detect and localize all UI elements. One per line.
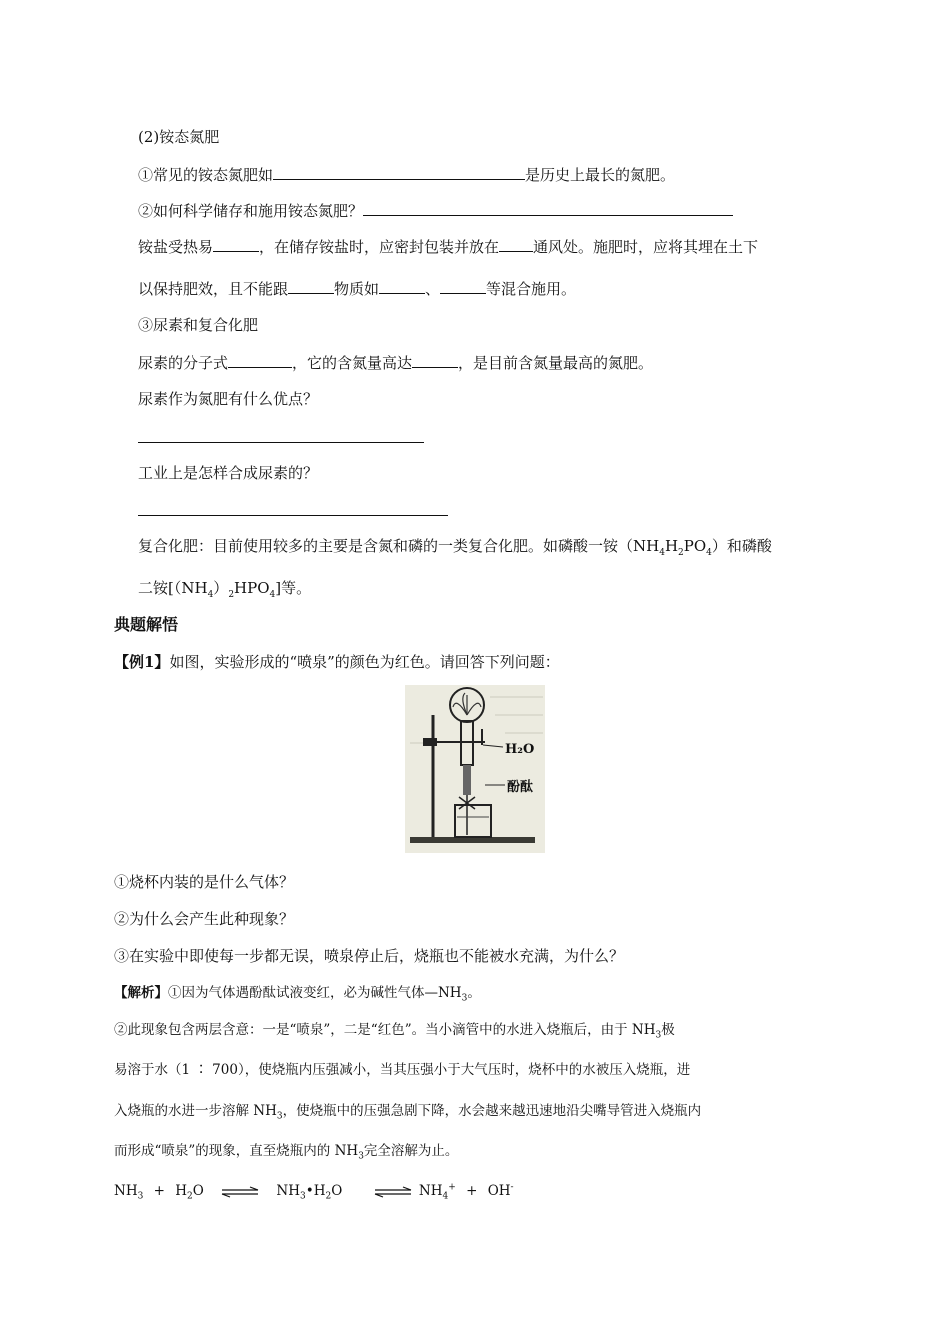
subscript: 3 [358, 1151, 364, 1162]
answer-line[interactable] [138, 427, 424, 448]
subscript: 4 [659, 548, 665, 558]
subscript: 3 [276, 1111, 283, 1122]
analysis-line-4 [114, 1101, 701, 1121]
example-question-3: ③在实验中即使每一步都无误，喷泉停止后，烧瓶也不能被水充满，为什么？ [114, 947, 625, 965]
example-question-2: ②为什么会产生此种现象？ [114, 910, 295, 928]
answer-blank[interactable] [273, 164, 525, 180]
text: 入烧瓶的水进一步溶解 NH [114, 1103, 277, 1119]
subsection-heading: ③尿素和复合化肥 [138, 316, 259, 334]
text: ，是目前含氮量最高的氮肥。 [458, 354, 654, 372]
subscript: 2 [187, 1191, 193, 1202]
question-2 [138, 200, 733, 221]
superscript: - [510, 1182, 514, 1193]
text: ）和磷酸 [711, 537, 772, 555]
text: 、 [425, 280, 441, 298]
answer-blank[interactable] [379, 278, 425, 294]
text: 物质如 [334, 280, 380, 298]
example-question-1: ①烧杯内装的是什么气体？ [114, 873, 295, 891]
answer-blank[interactable] [499, 236, 533, 252]
subscript: 4 [269, 590, 276, 600]
answer-line[interactable] [138, 500, 448, 521]
subscript: 2 [678, 548, 684, 558]
text: 完全溶解为止。 [363, 1143, 459, 1159]
text: H [175, 1183, 188, 1199]
equilibrium-arrow [220, 1186, 260, 1198]
q2-text: ②如何科学储存和施用铵态氮肥？ [138, 202, 364, 220]
text: O [331, 1183, 343, 1199]
text: 。 [467, 985, 481, 1001]
urea-line [138, 352, 653, 373]
text: ） [213, 579, 229, 597]
text: NH [276, 1183, 301, 1199]
answer-blank[interactable] [213, 236, 259, 252]
text: OH [487, 1183, 511, 1199]
equilibrium-equation [114, 1181, 514, 1201]
text: HPO [234, 579, 270, 597]
section-heading: (2)铵态氮肥 [138, 128, 220, 146]
text: ①因为气体遇酚酞试液变红，必为碱性气体—NH [168, 985, 462, 1001]
analysis-line-2 [114, 1020, 675, 1040]
text: 极 [661, 1022, 675, 1038]
plus-sign: + [153, 1183, 165, 1199]
analysis-line-3: 易溶于水（1 ∶ 700），使烧瓶内压强减小，当其压强小于大气压时，烧杯中的水被压入烧瓶，进 [114, 1062, 691, 1078]
text: 等混合施用。 [486, 280, 577, 298]
compound-fertilizer-line [138, 536, 772, 556]
text: 二铵[（NH [138, 579, 208, 597]
text: ，在储存铵盐时，应密封包装并放在 [259, 238, 500, 256]
superscript: + [448, 1182, 456, 1193]
analysis-line-1 [114, 983, 481, 1003]
subscript: 4 [207, 590, 214, 600]
text: NH [418, 1183, 443, 1199]
example-tag: 【例1】 [114, 653, 170, 671]
subscript: 3 [655, 1030, 662, 1041]
text: PO [683, 537, 707, 555]
subscript: 4 [706, 548, 712, 558]
text: NH [114, 1183, 138, 1199]
equilibrium-arrow [373, 1186, 413, 1198]
text: 尿素的分子式 [138, 354, 229, 372]
example-1 [114, 652, 560, 672]
analysis-tag: 【解析】 [114, 985, 168, 1001]
text: 复合化肥：目前使用较多的主要是含氮和磷的一类复合化肥。如磷酸一铵（NH [138, 537, 660, 555]
answer-blank[interactable] [288, 278, 334, 294]
answer-blank[interactable] [228, 352, 292, 368]
text: •H [305, 1183, 326, 1199]
subscript: 3 [461, 993, 468, 1004]
text: 通风处。施肥时，应将其埋在土下 [533, 238, 759, 256]
compound-fertilizer-line-2 [138, 578, 311, 598]
text: 以保持肥效，且不能跟 [138, 280, 289, 298]
apparatus-drawing [405, 685, 545, 853]
text: ，使烧瓶中的压强急剧下降，水会越来越迅速地沿尖嘴导管进入烧瓶内 [282, 1103, 702, 1119]
paragraph-ammonium-1 [138, 236, 758, 257]
urea-question: 尿素作为氮肥有什么优点？ [138, 390, 319, 408]
example-text: 如图，实验形成的“喷泉”的颜色为红色。请回答下列问题： [169, 653, 560, 671]
paragraph-ammonium-2 [138, 278, 576, 299]
text: ，它的含氮量高达 [292, 354, 413, 372]
subscript: 2 [228, 590, 235, 600]
text: H [664, 537, 679, 555]
answer-blank[interactable] [412, 352, 458, 368]
text: 而形成“喷泉”的现象，直至烧瓶内的 NH [114, 1143, 359, 1159]
answer-blank[interactable] [363, 200, 733, 216]
text: ]等。 [275, 579, 312, 597]
plus-sign: + [466, 1183, 478, 1199]
text: ②此现象包含两层含意：一是“喷泉”，二是“红色”。当小滴管中的水进入烧瓶后，由于 NH [114, 1022, 656, 1038]
text: 铵盐受热易 [138, 238, 214, 256]
analysis-line-5 [114, 1141, 458, 1161]
examples-heading: 典题解悟 [114, 615, 179, 634]
water-label: H₂O [505, 742, 535, 757]
subscript: 4 [442, 1191, 449, 1202]
text: O [192, 1183, 204, 1199]
answer-blank[interactable] [440, 278, 486, 294]
fountain-experiment-figure [405, 685, 545, 853]
subscript: 2 [325, 1191, 332, 1202]
question-1 [138, 164, 675, 185]
industry-question: 工业上是怎样合成尿素的？ [138, 464, 319, 482]
indicator-label: 酚酞 [507, 780, 534, 795]
subscript: 3 [300, 1191, 306, 1202]
q1-text: ①常见的铵态氮肥如 [138, 166, 274, 184]
subscript: 3 [137, 1191, 144, 1202]
q1-text-end: 是历史上最长的氮肥。 [525, 166, 676, 184]
